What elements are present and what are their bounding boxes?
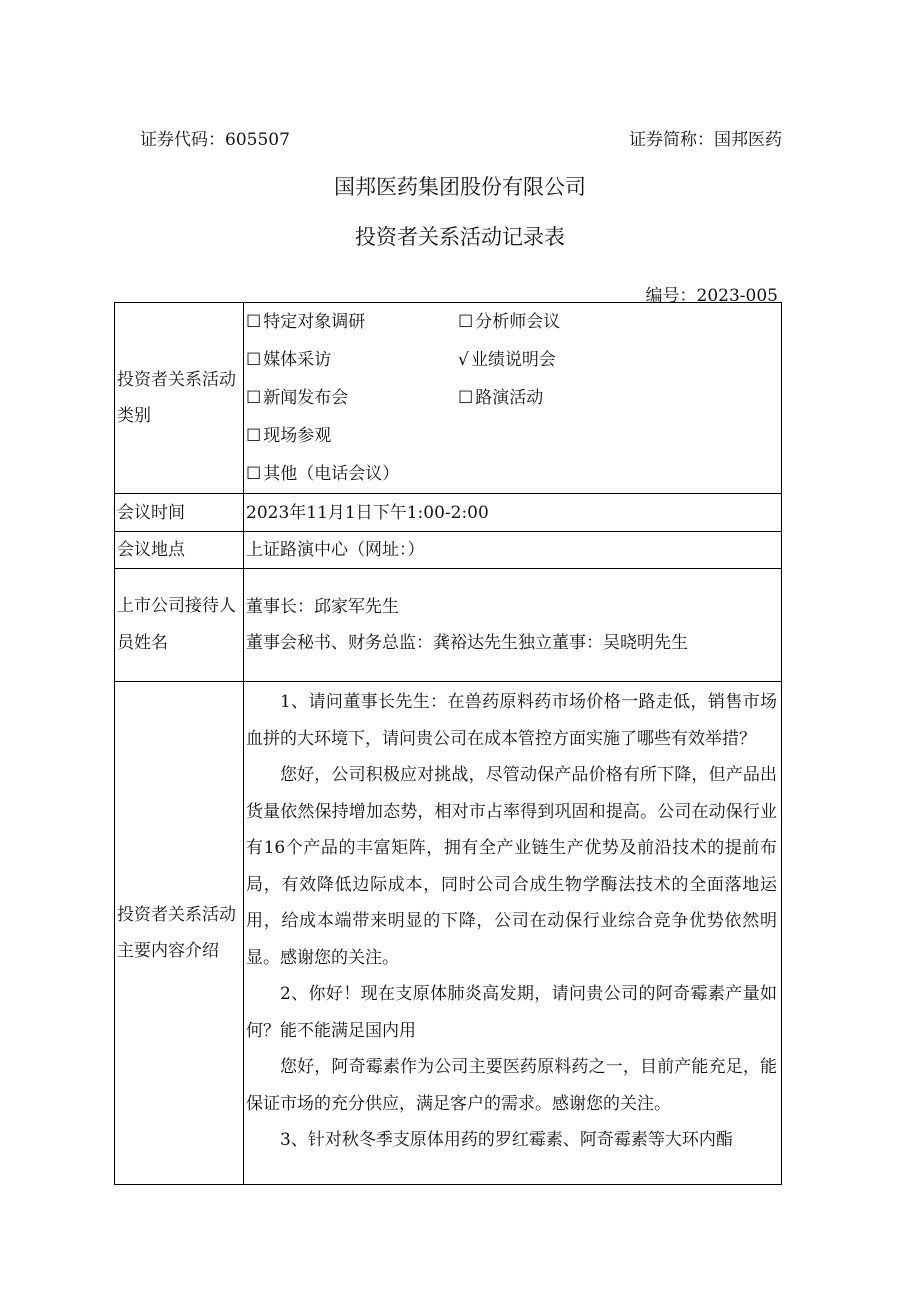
meeting-time-label: 会议时间 bbox=[115, 494, 244, 532]
checkmark-icon: √ bbox=[458, 350, 469, 370]
question-2: 2、你好！现在支原体肺炎高发期，请问贵公司的阿奇霉素产量如何？能不能满足国内用 bbox=[246, 984, 777, 1041]
activity-type-row bbox=[115, 303, 782, 494]
option-site-visit: ☐ 现场参观 bbox=[246, 417, 458, 455]
checkbox-icon: ☐ bbox=[246, 312, 262, 332]
checkbox-icon: ☐ bbox=[246, 464, 262, 484]
form-title: 投资者关系活动记录表 bbox=[355, 225, 565, 249]
option-media-interview: ☐ 媒体采访 bbox=[246, 341, 458, 379]
option-analyst-meeting: ☐ 分析师会议 bbox=[458, 303, 777, 341]
option-earnings-briefing: √ 业绩说明会 bbox=[458, 341, 777, 379]
stock-code: 证券代码：605507 bbox=[140, 130, 290, 150]
meeting-time-row bbox=[115, 494, 782, 532]
content-body bbox=[244, 682, 782, 1185]
document-number: 编号：2023-005 bbox=[645, 286, 778, 306]
option-other: ☐ 其他（电话会议） bbox=[246, 455, 777, 493]
company-title: 国邦医药集团股份有限公司 bbox=[334, 175, 586, 199]
answer-1: 您好，公司积极应对挑战，尽管动保产品价格有所下降，但产品出货量依然保持增加态势，相对市占率得到巩固和提高。公司在动保行业有16个产品的丰富矩阵，拥有全产业链生产优势及前沿技术的提前布局，有效降低边际成本，同时公司合成生物学酶法技术的全面落地运用，给成本端带来明显的下降，公司在动保行业综合竞争优势依然明显。感谢您的关注。 bbox=[246, 765, 777, 968]
reception-line-secretary: 董事会秘书、财务总监：龚裕达先生独立董事：吴晓明先生 bbox=[246, 633, 688, 653]
meeting-place-label: 会议地点 bbox=[115, 532, 244, 569]
question-1: 1、请问董事长先生：在兽药原料药市场价格一路走低，销售市场血拼的大环境下，请问贵公司在成本管控方面实施了哪些有效举措？ bbox=[246, 692, 777, 749]
stock-abbreviation: 证券简称：国邦医药 bbox=[629, 130, 782, 150]
option-specific-research: ☐ 特定对象调研 bbox=[246, 303, 458, 341]
checkbox-icon: ☐ bbox=[246, 388, 262, 408]
activity-type-options bbox=[244, 303, 782, 494]
checkbox-icon: ☐ bbox=[246, 350, 262, 370]
option-press-conference: ☐ 新闻发布会 bbox=[246, 379, 458, 417]
activity-type-label: 投资者关系活动类别 bbox=[115, 303, 244, 494]
checkbox-icon: ☐ bbox=[246, 426, 262, 446]
reception-line-chairman: 董事长：邱家军先生 bbox=[246, 597, 399, 617]
meeting-place-value: 上证路演中心（网址：） bbox=[244, 532, 782, 569]
content-label: 投资者关系活动主要内容介绍 bbox=[115, 682, 244, 1185]
answer-2: 您好，阿奇霉素作为公司主要医药原料药之一，目前产能充足，能保证市场的充分供应，满足客户的需求。感谢您的关注。 bbox=[246, 1057, 777, 1114]
question-3: 3、针对秋冬季支原体用药的罗红霉素、阿奇霉素等大环内酯 bbox=[280, 1130, 733, 1150]
content-row bbox=[115, 682, 782, 1185]
reception-value bbox=[244, 569, 782, 682]
meeting-place-row bbox=[115, 532, 782, 569]
record-table bbox=[114, 302, 782, 1185]
option-roadshow: ☐ 路演活动 bbox=[458, 379, 777, 417]
option-empty bbox=[458, 417, 777, 455]
checkbox-icon: ☐ bbox=[458, 312, 474, 332]
reception-label: 上市公司接待人员姓名 bbox=[115, 569, 244, 682]
meeting-time-value: 2023年11月1日下午1:00-2:00 bbox=[244, 494, 782, 532]
checkbox-icon: ☐ bbox=[458, 388, 474, 408]
reception-row bbox=[115, 569, 782, 682]
